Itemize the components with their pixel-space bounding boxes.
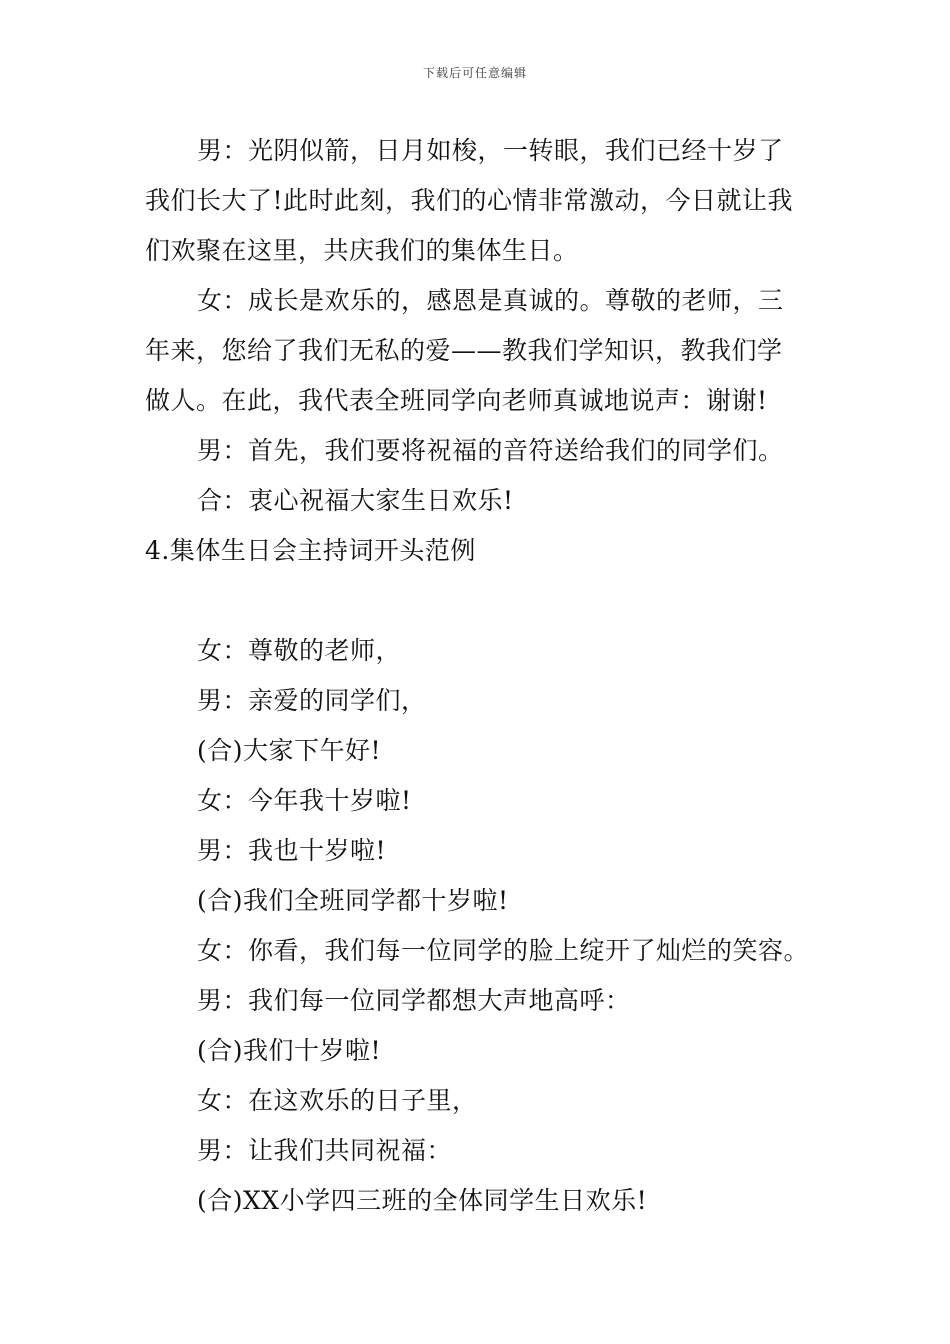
paragraph-4: 合：衷心祝福大家生日欢乐! — [197, 486, 514, 515]
paragraph-1-line-2: 我们长大了!此时此刻，我们的心情非常激动，今日就让我 — [145, 186, 794, 215]
dialogue-line: 女：今年我十岁啦! — [197, 786, 412, 815]
paragraph-1-line-1: 男：光阴似箭，日月如梭，一转眼，我们已经十岁了 — [197, 136, 784, 165]
dialogue-line: 男：我们每一位同学都想大声地高呼： — [197, 986, 631, 1015]
blank-line — [145, 576, 810, 626]
dialogue-line: (合)我们全班同学都十岁啦! — [197, 886, 509, 915]
paragraph-3: 男：首先，我们要将祝福的音符送给我们的同学们。 — [197, 436, 784, 465]
dialogue-line: 女：尊敬的老师， — [197, 636, 402, 665]
dialogue-line: 男：让我们共同祝福： — [197, 1136, 453, 1165]
paragraph-1-line-3: 们欢聚在这里，共庆我们的集体生日。 — [145, 236, 579, 265]
dialogue-line: (合)XX小学四三班的全体同学生日欢乐! — [197, 1186, 648, 1215]
dialogue-line: 女：你看，我们每一位同学的脸上绽开了灿烂的笑容。 — [197, 936, 810, 965]
dialogue-line: (合)我们十岁啦! — [197, 1036, 382, 1065]
section-title: 4.集体生日会主持词开头范例 — [145, 536, 476, 565]
paragraph-2-line-2: 年来，您给了我们无私的爱——教我们学知识，教我们学 — [145, 336, 783, 365]
dialogue-line: (合)大家下午好! — [197, 736, 382, 765]
paragraph-2-line-1: 女：成长是欢乐的，感恩是真诚的。尊敬的老师，三 — [197, 286, 784, 315]
page-header-note: 下载后可任意编辑 — [422, 66, 527, 80]
document-body — [145, 126, 810, 1226]
paragraph-2-line-3: 做人。在此，我代表全班同学向老师真诚地说声：谢谢! — [145, 386, 768, 415]
dialogue-line: 男：我也十岁啦! — [197, 836, 387, 865]
dialogue-line: 男：亲爱的同学们， — [197, 686, 427, 715]
dialogue-line: 女：在这欢乐的日子里， — [197, 1086, 478, 1115]
